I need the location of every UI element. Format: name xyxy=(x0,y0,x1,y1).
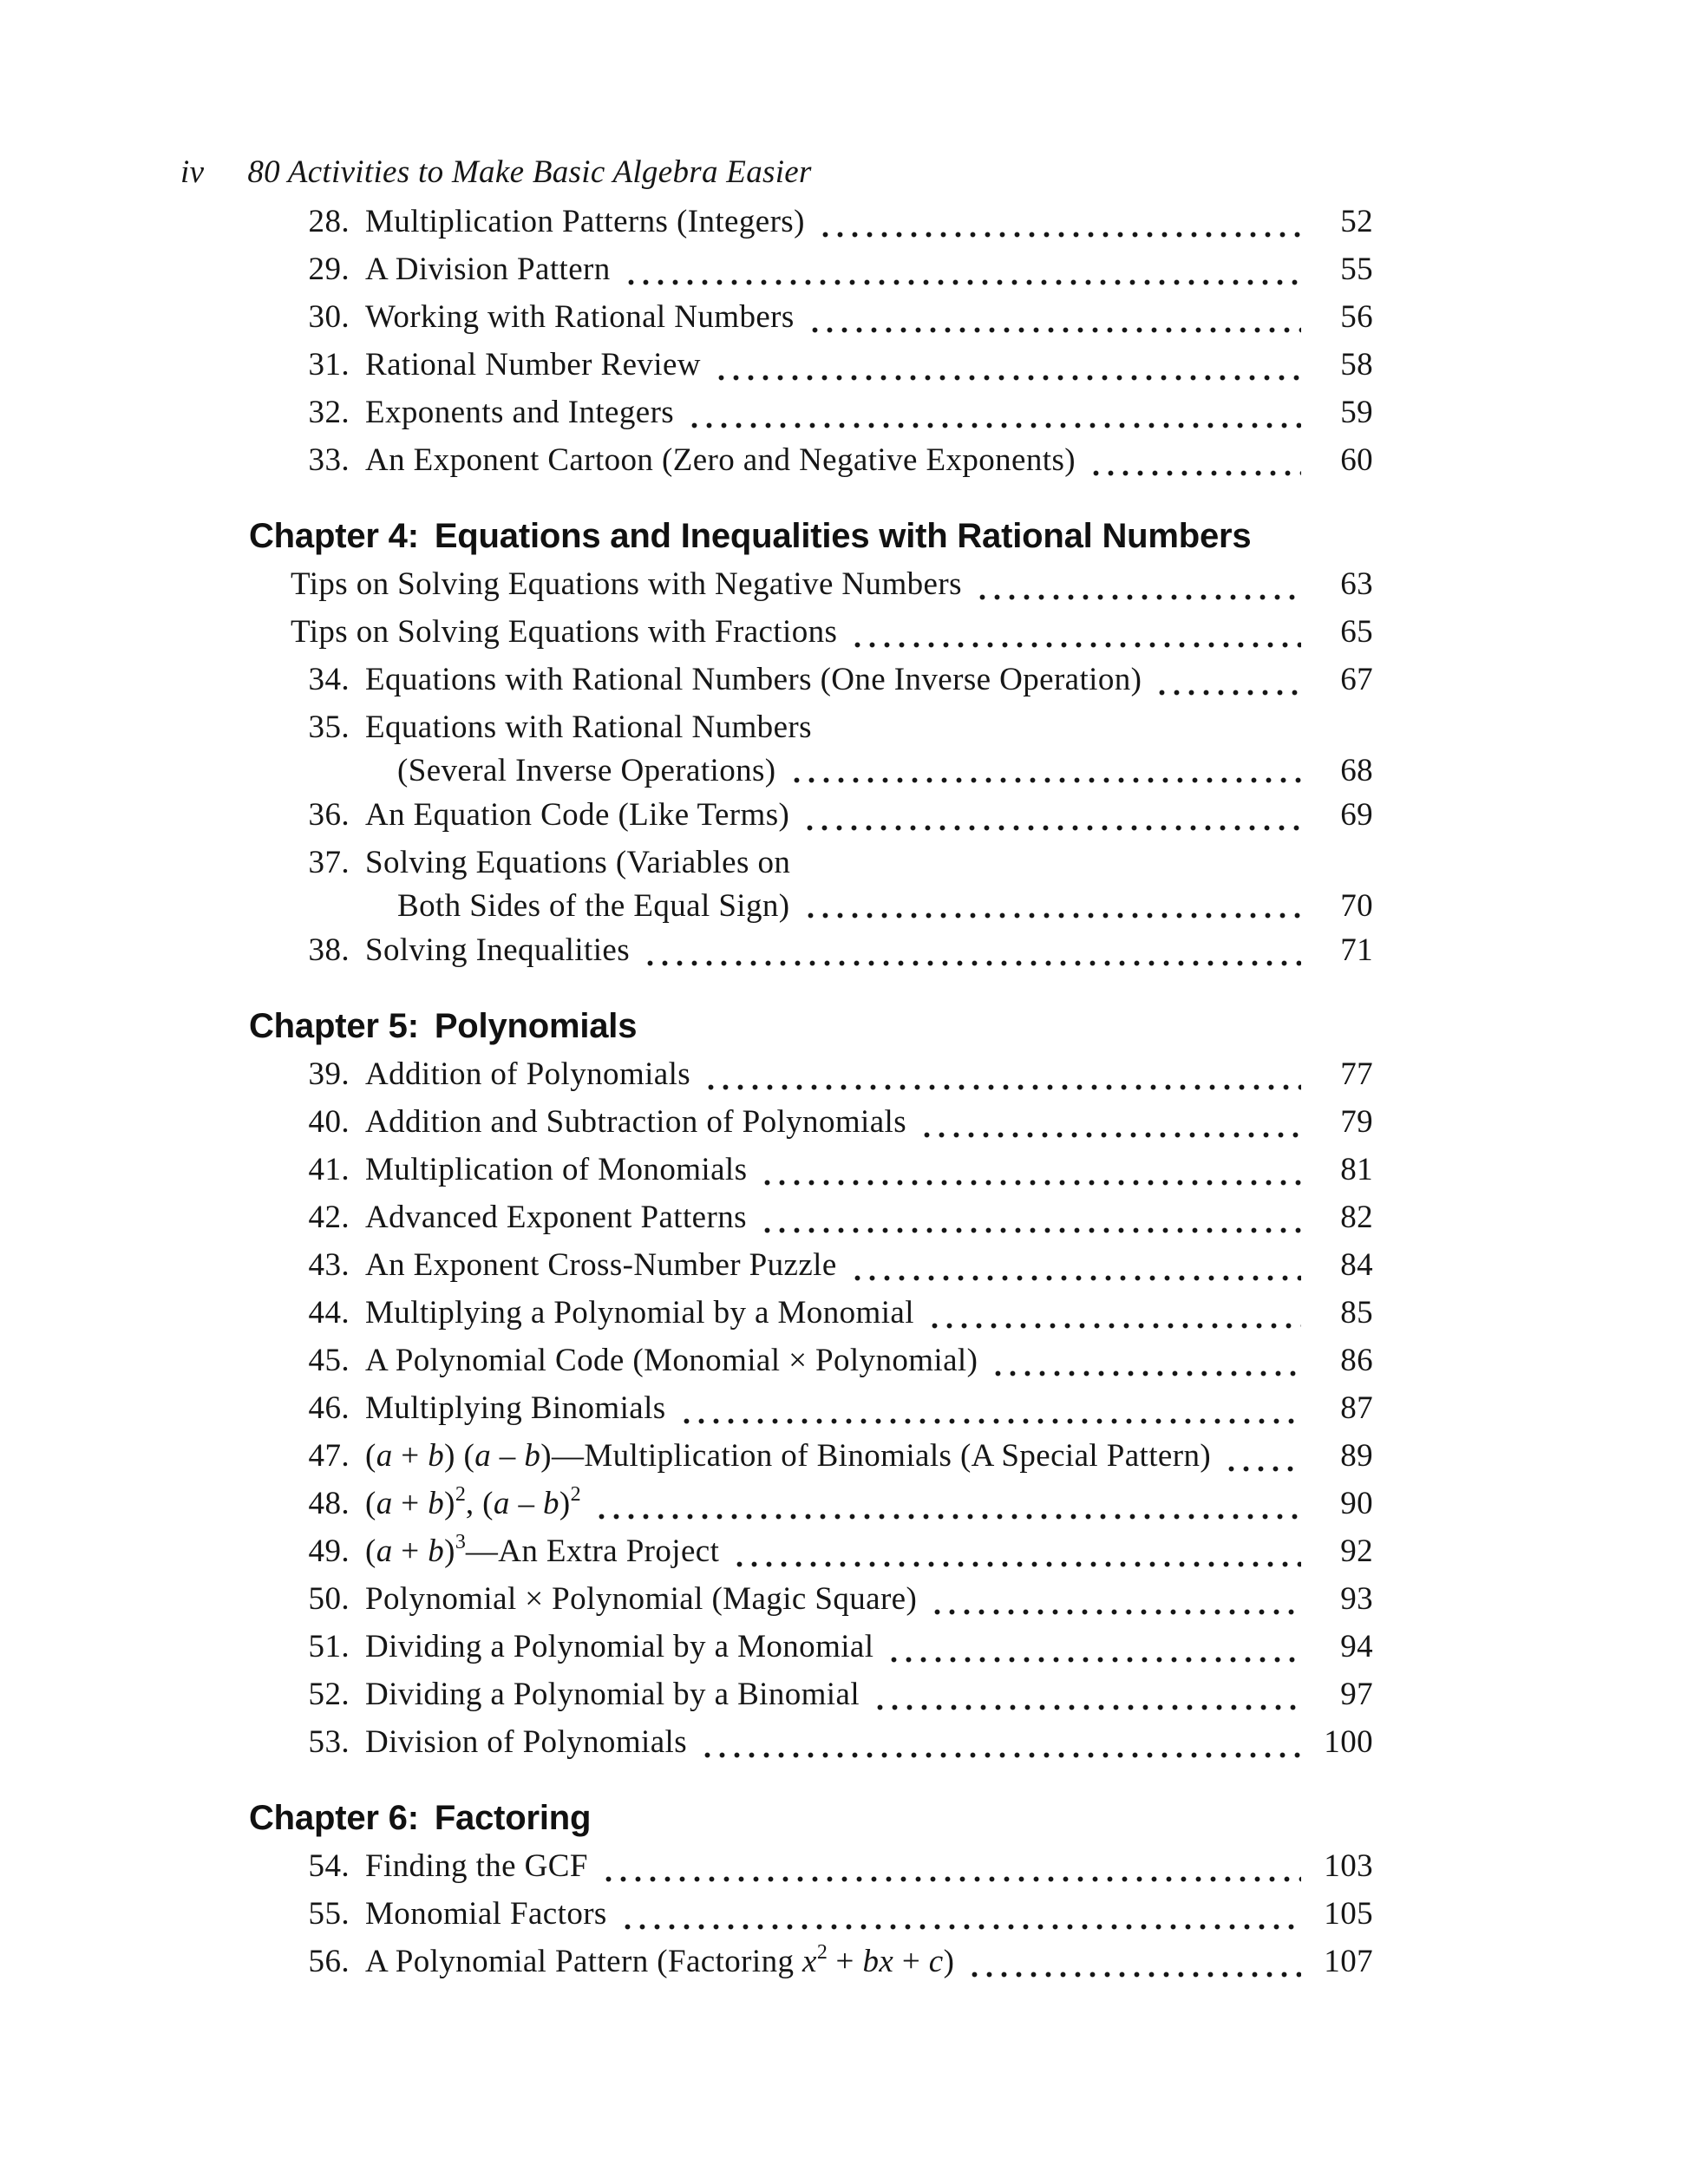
toc-entry xyxy=(249,656,1373,703)
chapter-heading-title: Equations and Inequalities with Rational Numbers xyxy=(434,517,1252,555)
toc-entry xyxy=(249,1432,1373,1480)
toc-entry xyxy=(249,245,1373,293)
entry-page-number: 77 xyxy=(1340,1056,1373,1092)
entry-page-number: 67 xyxy=(1340,662,1373,697)
title-segment: a xyxy=(376,1438,393,1474)
title-segment: x xyxy=(879,1944,894,1979)
entry-number: 40. xyxy=(308,1104,350,1140)
entry-title xyxy=(365,1480,581,1527)
toc-entry xyxy=(249,1193,1373,1241)
entry-number: 50. xyxy=(308,1581,350,1617)
entry-number: 33. xyxy=(308,442,350,478)
title-segment: b xyxy=(428,1438,445,1474)
dot-leader xyxy=(685,389,1301,436)
toc-entry xyxy=(249,1241,1373,1289)
entry-page-number: 56 xyxy=(1340,299,1373,335)
title-segment: ) ( xyxy=(444,1438,475,1474)
entry-number: 37. xyxy=(308,845,350,880)
entry-number: 48. xyxy=(308,1486,350,1521)
entry-page-number: 59 xyxy=(1340,395,1373,430)
title-segment: b xyxy=(428,1533,445,1569)
entry-title: Multiplying Binomials xyxy=(365,1390,666,1426)
toc-entry xyxy=(249,839,1373,886)
entry-title: Rational Number Review xyxy=(365,347,701,383)
dot-leader xyxy=(618,1890,1301,1938)
title-segment: ) xyxy=(444,1486,455,1521)
entry-title: Solving Inequalities xyxy=(365,932,630,968)
title-segment: ) xyxy=(559,1486,571,1521)
entry-number: 52. xyxy=(308,1677,350,1712)
toc-section xyxy=(249,198,1373,484)
entry-page-number: 92 xyxy=(1340,1533,1373,1569)
dot-leader xyxy=(702,1050,1301,1098)
dot-leader xyxy=(965,1938,1301,1985)
entry-title: Solving Equations (Variables on xyxy=(365,845,791,880)
entry-number: 41. xyxy=(308,1152,350,1187)
dot-leader xyxy=(758,1193,1301,1241)
toc-entry-tips xyxy=(249,608,1373,656)
entry-page-number: 69 xyxy=(1340,797,1373,833)
entry-title-continuation: (Several Inverse Operations) xyxy=(397,753,776,788)
dot-leader xyxy=(918,1098,1301,1146)
entry-page-number: 105 xyxy=(1324,1896,1373,1932)
title-segment: ( xyxy=(365,1486,376,1521)
toc-entry xyxy=(249,1718,1373,1766)
dot-leader xyxy=(871,1671,1301,1718)
toc-entry xyxy=(249,1938,1373,1985)
dot-leader xyxy=(712,341,1301,389)
entry-title xyxy=(365,1938,954,1985)
entry-number: 51. xyxy=(308,1629,350,1664)
entry-number: 56. xyxy=(308,1944,350,1979)
toc-entry-continuation xyxy=(249,751,1373,791)
title-segment: b xyxy=(543,1486,559,1521)
entry-number: 54. xyxy=(308,1848,350,1884)
dot-leader xyxy=(801,886,1302,926)
toc-entry xyxy=(249,341,1373,389)
entry-title: Polynomial × Polynomial (Magic Square) xyxy=(365,1581,918,1617)
dot-leader xyxy=(848,608,1301,656)
entry-page-number: 85 xyxy=(1340,1295,1373,1331)
toc-entry xyxy=(249,1146,1373,1193)
entry-page-number: 68 xyxy=(1340,753,1373,788)
title-segment: ) xyxy=(444,1533,455,1569)
dot-leader xyxy=(641,926,1301,974)
running-header xyxy=(180,148,812,196)
title-segment: a xyxy=(376,1486,393,1521)
entry-number: 31. xyxy=(308,347,350,383)
entry-page-number: 60 xyxy=(1340,442,1373,478)
dot-leader xyxy=(677,1384,1301,1432)
dot-leader xyxy=(599,1842,1301,1890)
dot-leader xyxy=(816,198,1301,245)
toc-entry xyxy=(249,1575,1373,1623)
toc-entry xyxy=(249,1623,1373,1671)
entry-number: 49. xyxy=(308,1533,350,1569)
title-segment: ( xyxy=(365,1438,376,1474)
superscript: 2 xyxy=(570,1483,581,1506)
dot-leader xyxy=(698,1718,1301,1766)
title-segment: —An Extra Project xyxy=(465,1533,720,1569)
running-title: 80 Activities to Make Basic Algebra Easier xyxy=(247,154,812,190)
toc-section xyxy=(249,513,1373,974)
toc-entry xyxy=(249,293,1373,341)
chapter-heading-title: Factoring xyxy=(434,1799,592,1837)
toc-entry xyxy=(249,1289,1373,1337)
entry-title: Equations with Rational Numbers xyxy=(365,709,812,745)
entry-title: An Equation Code (Like Terms) xyxy=(365,797,790,833)
title-segment: + xyxy=(392,1486,429,1521)
entry-number: 39. xyxy=(308,1056,350,1092)
dot-leader xyxy=(622,245,1301,293)
entry-number: 28. xyxy=(308,204,350,239)
entry-page-number: 55 xyxy=(1340,252,1373,287)
entry-number: 38. xyxy=(308,932,350,968)
entry-page-number: 63 xyxy=(1340,566,1373,602)
entry-page-number: 103 xyxy=(1324,1848,1373,1884)
dot-leader xyxy=(885,1623,1301,1671)
toc-entry xyxy=(249,926,1373,974)
dot-leader xyxy=(788,751,1301,791)
title-segment: ( xyxy=(365,1533,376,1569)
entry-title: A Division Pattern xyxy=(365,252,611,287)
entry-number: 53. xyxy=(308,1724,350,1760)
chapter-heading xyxy=(249,513,1373,560)
toc-entry-continuation xyxy=(249,886,1373,926)
title-segment: – xyxy=(509,1486,543,1521)
entry-title: Addition and Subtraction of Polynomials xyxy=(365,1104,907,1140)
toc-entry xyxy=(249,1842,1373,1890)
dot-leader xyxy=(926,1289,1301,1337)
entry-title: Division of Polynomials xyxy=(365,1724,687,1760)
entry-page-number: 97 xyxy=(1340,1677,1373,1712)
entry-page-number: 71 xyxy=(1340,932,1373,968)
title-segment: – xyxy=(491,1438,525,1474)
toc-entry xyxy=(249,389,1373,436)
toc xyxy=(249,198,1373,1985)
entry-page-number: 89 xyxy=(1340,1438,1373,1474)
toc-entry xyxy=(249,1098,1373,1146)
toc-entry xyxy=(249,1337,1373,1384)
entry-page-number: 82 xyxy=(1340,1200,1373,1235)
entry-page-number: 100 xyxy=(1324,1724,1373,1760)
toc-section xyxy=(249,1003,1373,1766)
title-segment: a xyxy=(376,1533,393,1569)
toc-entry xyxy=(249,1527,1373,1575)
entry-title: Dividing a Polynomial by a Monomial xyxy=(365,1629,874,1664)
title-segment: b xyxy=(862,1944,880,1979)
dot-leader xyxy=(1222,1432,1301,1480)
entry-number: 55. xyxy=(308,1896,350,1932)
entry-title: Finding the GCF xyxy=(365,1848,588,1884)
dot-leader xyxy=(1153,656,1301,703)
dot-leader xyxy=(989,1337,1301,1384)
entry-page-number: 87 xyxy=(1340,1390,1373,1426)
entry-title: An Exponent Cartoon (Zero and Negative Exponents) xyxy=(365,442,1076,478)
entry-page-number: 65 xyxy=(1340,614,1373,650)
entry-number: 29. xyxy=(308,252,350,287)
entry-page-number: 58 xyxy=(1340,347,1373,383)
superscript: 2 xyxy=(816,1941,828,1964)
dot-leader xyxy=(1087,436,1301,484)
entry-title: Equations with Rational Numbers (One Inverse Operation) xyxy=(365,662,1142,697)
entry-title: Multiplication of Monomials xyxy=(365,1152,748,1187)
title-segment: A Polynomial Pattern (Factoring xyxy=(365,1944,803,1979)
entry-number: 30. xyxy=(308,299,350,335)
toc-entry xyxy=(249,1671,1373,1718)
title-segment: + xyxy=(893,1944,929,1979)
entry-title: Working with Rational Numbers xyxy=(365,299,795,335)
entry-number: 44. xyxy=(308,1295,350,1331)
superscript: 2 xyxy=(455,1483,466,1506)
toc-entry xyxy=(249,703,1373,751)
dot-leader xyxy=(928,1575,1301,1623)
chapter-heading-label: Chapter 4: xyxy=(249,517,419,555)
entry-title: An Exponent Cross-Number Puzzle xyxy=(365,1247,837,1283)
entry-number: 43. xyxy=(308,1247,350,1283)
title-segment: a xyxy=(474,1438,492,1474)
title-segment: + xyxy=(827,1944,863,1979)
entry-page-number: 107 xyxy=(1324,1944,1373,1979)
toc-entry xyxy=(249,198,1373,245)
entry-number: 42. xyxy=(308,1200,350,1235)
entry-page-number: 81 xyxy=(1340,1152,1373,1187)
page-folio: iv xyxy=(180,154,205,190)
entry-title: Multiplying a Polynomial by a Monomial xyxy=(365,1295,914,1331)
title-segment: + xyxy=(392,1438,429,1474)
chapter-heading-title: Polynomials xyxy=(434,1007,638,1045)
entry-title: Exponents and Integers xyxy=(365,395,675,430)
entry-number: 32. xyxy=(308,395,350,430)
title-segment: b xyxy=(524,1438,541,1474)
toc-entry xyxy=(249,1890,1373,1938)
title-segment: ) xyxy=(943,1944,955,1979)
dot-leader xyxy=(848,1241,1301,1289)
superscript: 3 xyxy=(455,1531,466,1553)
entry-page-number: 52 xyxy=(1340,204,1373,239)
title-segment: c xyxy=(928,1944,944,1979)
entry-title: Tips on Solving Equations with Negative Numbers xyxy=(291,566,962,602)
entry-title: Tips on Solving Equations with Fractions xyxy=(291,614,838,650)
toc-entry xyxy=(249,791,1373,839)
chapter-heading xyxy=(249,1003,1373,1050)
entry-title: A Polynomial Code (Monomial × Polynomial) xyxy=(365,1343,978,1378)
entry-page-number: 70 xyxy=(1340,888,1373,924)
dot-leader xyxy=(806,293,1301,341)
entry-title: Monomial Factors xyxy=(365,1896,607,1932)
dot-leader xyxy=(730,1527,1301,1575)
toc-entry xyxy=(249,1480,1373,1527)
title-segment: , ( xyxy=(465,1486,494,1521)
toc-section xyxy=(249,1795,1373,1985)
dot-leader xyxy=(801,791,1301,839)
entry-number: 34. xyxy=(308,662,350,697)
entry-page-number: 79 xyxy=(1340,1104,1373,1140)
toc-entry-tips xyxy=(249,560,1373,608)
entry-title: Multiplication Patterns (Integers) xyxy=(365,204,805,239)
entry-number: 46. xyxy=(308,1390,350,1426)
title-segment: b xyxy=(428,1486,445,1521)
toc-entry xyxy=(249,1050,1373,1098)
entry-title: Dividing a Polynomial by a Binomial xyxy=(365,1677,860,1712)
chapter-heading-label: Chapter 6: xyxy=(249,1799,419,1837)
entry-number: 35. xyxy=(308,709,350,745)
entry-page-number: 94 xyxy=(1340,1629,1373,1664)
chapter-heading-label: Chapter 5: xyxy=(249,1007,419,1045)
entry-number: 47. xyxy=(308,1438,350,1474)
entry-title xyxy=(365,1432,1211,1480)
entry-number: 45. xyxy=(308,1343,350,1378)
entry-number: 36. xyxy=(308,797,350,833)
toc-entry xyxy=(249,436,1373,484)
entry-title xyxy=(365,1527,719,1575)
entry-page-number: 93 xyxy=(1340,1581,1373,1617)
title-segment: x xyxy=(802,1944,817,1979)
dot-leader xyxy=(973,560,1301,608)
entry-page-number: 86 xyxy=(1340,1343,1373,1378)
entry-title-continuation: Both Sides of the Equal Sign) xyxy=(397,888,790,924)
entry-page-number: 90 xyxy=(1340,1486,1373,1521)
entry-title: Advanced Exponent Patterns xyxy=(365,1200,747,1235)
entry-title: Addition of Polynomials xyxy=(365,1056,691,1092)
chapter-heading xyxy=(249,1795,1373,1842)
dot-leader xyxy=(592,1480,1301,1527)
title-segment: )—Multiplication of Binomials (A Special Pattern) xyxy=(540,1438,1212,1474)
entry-page-number: 84 xyxy=(1340,1247,1373,1283)
title-segment: a xyxy=(493,1486,510,1521)
dot-leader xyxy=(758,1146,1301,1193)
toc-entry xyxy=(249,1384,1373,1432)
title-segment: + xyxy=(392,1533,429,1569)
